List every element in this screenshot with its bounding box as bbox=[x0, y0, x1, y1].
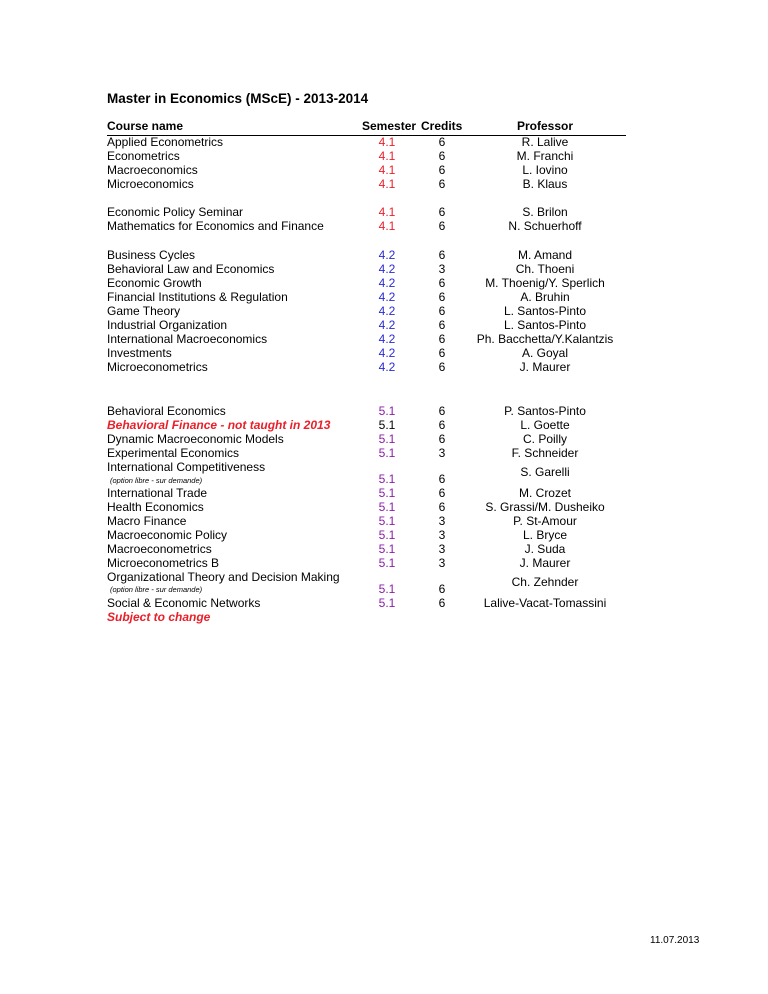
course-semester: 4.2 bbox=[378, 346, 396, 360]
course-name: Social & Economic Networks bbox=[107, 596, 261, 610]
course-semester: 4.1 bbox=[378, 205, 396, 219]
course-semester: 5.1 bbox=[378, 418, 396, 432]
course-credits: 6 bbox=[438, 360, 446, 374]
course-credits: 6 bbox=[438, 163, 446, 177]
course-professor: L. Santos-Pinto bbox=[503, 304, 587, 318]
course-semester: 5.1 bbox=[378, 486, 396, 500]
course-name: Applied Econometrics bbox=[107, 135, 224, 149]
course-name: Macroeconomic Policy bbox=[107, 528, 228, 542]
course-name: International Competitiveness bbox=[107, 460, 266, 474]
course-name: Microeconomics bbox=[107, 177, 194, 191]
course-credits: 6 bbox=[438, 219, 446, 233]
course-credits: 6 bbox=[438, 500, 446, 514]
course-semester: 5.1 bbox=[378, 528, 396, 542]
course-semester: 4.1 bbox=[378, 135, 396, 149]
course-semester: 5.1 bbox=[378, 432, 396, 446]
course-credits: 6 bbox=[438, 346, 446, 360]
header-course-name: Course name bbox=[107, 119, 184, 133]
course-name: Behavioral Law and Economics bbox=[107, 262, 275, 276]
course-name: Macro Finance bbox=[107, 514, 187, 528]
course-professor: L. Iovino bbox=[522, 163, 568, 177]
course-name: Economic Policy Seminar bbox=[107, 205, 244, 219]
course-semester: 5.1 bbox=[378, 542, 396, 556]
course-professor: R. Lalive bbox=[521, 135, 569, 149]
course-semester: 5.1 bbox=[378, 514, 396, 528]
course-name: Game Theory bbox=[107, 304, 181, 318]
course-credits: 6 bbox=[438, 318, 446, 332]
course-credits: 6 bbox=[438, 486, 446, 500]
course-semester: 4.1 bbox=[378, 149, 396, 163]
course-professor: A. Bruhin bbox=[520, 290, 570, 304]
course-name-warning: Behavioral Finance - not taught in 2013 bbox=[107, 418, 331, 432]
course-semester: 5.1 bbox=[378, 404, 396, 418]
course-name: Macroeconometrics bbox=[107, 542, 212, 556]
course-semester: 5.1 bbox=[378, 596, 396, 610]
course-professor: S. Brilon bbox=[522, 205, 568, 219]
course-credits: 6 bbox=[438, 135, 446, 149]
course-name: Macroeconomics bbox=[107, 163, 198, 177]
course-professor: J. Maurer bbox=[519, 360, 571, 374]
course-semester: 5.1 bbox=[378, 446, 396, 460]
document-date: 11.07.2013 bbox=[650, 935, 700, 946]
course-credits: 6 bbox=[438, 332, 446, 346]
course-professor: Lalive-Vacat-Tomassini bbox=[483, 596, 607, 610]
course-name: Microeconometrics bbox=[107, 360, 208, 374]
course-professor: N. Schuerhoff bbox=[508, 219, 582, 233]
course-semester: 5.1 bbox=[378, 472, 396, 486]
course-professor: B. Klaus bbox=[522, 177, 568, 191]
course-semester: 4.2 bbox=[378, 276, 396, 290]
course-semester: 4.2 bbox=[378, 318, 396, 332]
course-semester: 4.1 bbox=[378, 219, 396, 233]
header-professor: Professor bbox=[517, 119, 574, 133]
course-semester: 4.2 bbox=[378, 248, 396, 262]
course-credits: 6 bbox=[438, 177, 446, 191]
course-semester: 4.2 bbox=[378, 304, 396, 318]
course-professor: F. Schneider bbox=[511, 446, 579, 460]
course-semester: 5.1 bbox=[378, 556, 396, 570]
course-professor: J. Suda bbox=[524, 542, 566, 556]
course-name: Microeconometrics B bbox=[107, 556, 220, 570]
course-credits: 6 bbox=[438, 472, 446, 486]
course-name: Health Economics bbox=[107, 500, 204, 514]
course-semester: 4.2 bbox=[378, 262, 396, 276]
course-credits: 6 bbox=[438, 205, 446, 219]
course-semester: 5.1 bbox=[378, 582, 396, 596]
course-professor: Ph. Bacchetta/Y.Kalantzis bbox=[476, 332, 614, 346]
course-note: (option libre - sur demande) bbox=[110, 585, 203, 594]
page-title: Master in Economics (MScE) - 2013-2014 bbox=[107, 91, 369, 106]
course-name: Industrial Organization bbox=[107, 318, 228, 332]
course-professor: P. St-Amour bbox=[513, 514, 577, 528]
course-credits: 6 bbox=[438, 404, 446, 418]
header-semester: Semester bbox=[362, 119, 417, 133]
course-name: Dynamic Macroeconomic Models bbox=[107, 432, 284, 446]
course-professor: M. Franchi bbox=[516, 149, 574, 163]
course-name: International Trade bbox=[107, 486, 208, 500]
header-credits: Credits bbox=[421, 119, 463, 133]
course-professor: S. Grassi/M. Dusheiko bbox=[485, 500, 605, 514]
course-credits: 6 bbox=[438, 290, 446, 304]
course-professor: A. Goyal bbox=[521, 346, 569, 360]
course-credits: 6 bbox=[438, 582, 446, 596]
course-credits: 6 bbox=[438, 304, 446, 318]
course-name: Experimental Economics bbox=[107, 446, 240, 460]
course-credits: 6 bbox=[438, 149, 446, 163]
course-credits: 6 bbox=[438, 276, 446, 290]
course-name: Financial Institutions & Regulation bbox=[107, 290, 288, 304]
course-name: International Macroeconomics bbox=[107, 332, 268, 346]
course-credits: 3 bbox=[438, 542, 446, 556]
course-semester: 4.1 bbox=[378, 163, 396, 177]
course-credits: 6 bbox=[438, 432, 446, 446]
course-professor: M. Amand bbox=[517, 248, 573, 262]
course-professor: S. Garelli bbox=[520, 465, 570, 479]
course-name: Investments bbox=[107, 346, 172, 360]
course-professor: C. Poilly bbox=[522, 432, 567, 446]
course-professor: P. Santos-Pinto bbox=[504, 404, 586, 418]
course-semester: 5.1 bbox=[378, 500, 396, 514]
course-credits: 3 bbox=[438, 556, 446, 570]
course-semester: 4.1 bbox=[378, 177, 396, 191]
course-professor: M. Thoenig/Y. Sperlich bbox=[485, 276, 605, 290]
course-name: Organizational Theory and Decision Making bbox=[107, 570, 340, 584]
course-name: Mathematics for Economics and Finance bbox=[107, 219, 324, 233]
course-professor: L. Goette bbox=[520, 418, 570, 432]
subject-to-change-note: Subject to change bbox=[107, 610, 211, 624]
course-professor: M. Crozet bbox=[518, 486, 571, 500]
course-credits: 6 bbox=[438, 596, 446, 610]
course-name: Econometrics bbox=[107, 149, 180, 163]
course-professor: Ch. Zehnder bbox=[511, 575, 579, 589]
course-credits: 6 bbox=[438, 248, 446, 262]
course-name: Behavioral Economics bbox=[107, 404, 226, 418]
course-note: (option libre - sur demande) bbox=[110, 476, 203, 485]
course-credits: 3 bbox=[438, 446, 446, 460]
course-name: Business Cycles bbox=[107, 248, 196, 262]
course-semester: 4.2 bbox=[378, 332, 396, 346]
course-semester: 4.2 bbox=[378, 290, 396, 304]
course-credits: 6 bbox=[438, 418, 446, 432]
course-professor: L. Santos-Pinto bbox=[503, 318, 587, 332]
course-credits: 3 bbox=[438, 528, 446, 542]
course-credits: 3 bbox=[438, 262, 446, 276]
course-semester: 4.2 bbox=[378, 360, 396, 374]
course-professor: J. Maurer bbox=[519, 556, 571, 570]
course-professor: L. Bryce bbox=[522, 528, 567, 542]
course-name: Economic Growth bbox=[107, 276, 202, 290]
course-credits: 3 bbox=[438, 514, 446, 528]
course-professor: Ch. Thoeni bbox=[515, 262, 575, 276]
